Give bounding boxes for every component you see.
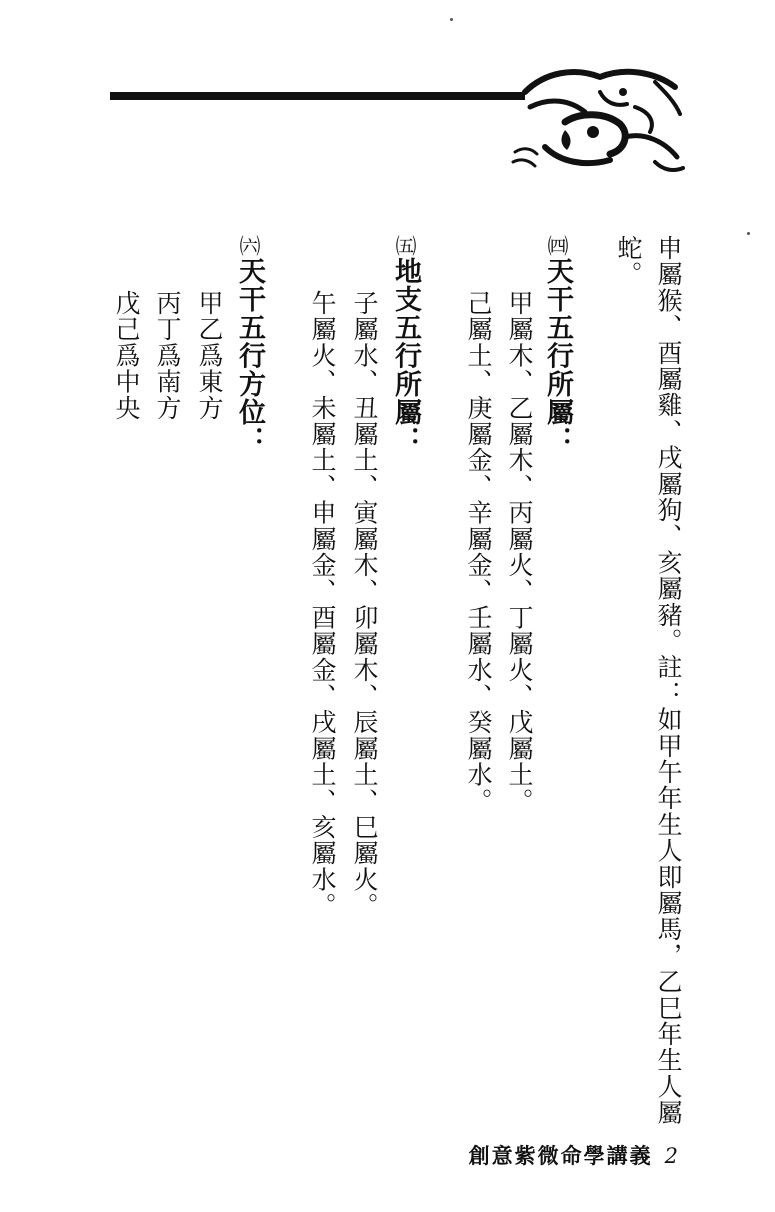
print-speck — [450, 18, 453, 21]
body-line: 申屬猴、酉屬雞、戌屬狗、亥屬豬。註：如甲午年生人即屬馬，乙巳年生人屬 — [654, 235, 683, 1126]
page-footer — [469, 1140, 680, 1170]
section-title: 天干五行所屬： — [542, 257, 573, 455]
header-rule — [110, 92, 525, 100]
section-heading — [233, 235, 265, 455]
body-line: 蛇。 — [614, 235, 643, 288]
section-title: 地支五行所屬： — [390, 257, 421, 455]
section-line: 甲屬木、乙屬木、丙屬火、丁屬火、戊屬土。 — [505, 290, 534, 814]
section-number: ㈣ — [545, 235, 569, 258]
section-heading — [541, 235, 573, 455]
section-number: ㈤ — [393, 235, 417, 258]
section-line: 己屬土、庚屬金、辛屬金、壬屬水、癸屬水。 — [464, 290, 493, 814]
section-line: 戊己爲中央 — [112, 290, 141, 421]
section-line: 午屬火、未屬土、申屬金、酉屬金、戌屬土、亥屬水。 — [308, 290, 337, 919]
section-line: 子屬水、丑屬土、寅屬木、卯屬木、辰屬土、巳屬火。 — [350, 290, 379, 919]
section-line: 丙丁爲南方 — [153, 290, 182, 421]
print-speck — [747, 232, 750, 235]
section-line: 甲乙爲東方 — [195, 290, 224, 421]
section-heading — [389, 235, 421, 455]
dragon-head-icon — [505, 52, 690, 182]
book-title: 創意紫微命學講義 — [468, 1143, 653, 1168]
section-title: 天干五行方位： — [234, 257, 265, 455]
section-number: ㈥ — [237, 235, 261, 258]
page-number: 2 — [664, 1144, 680, 1168]
